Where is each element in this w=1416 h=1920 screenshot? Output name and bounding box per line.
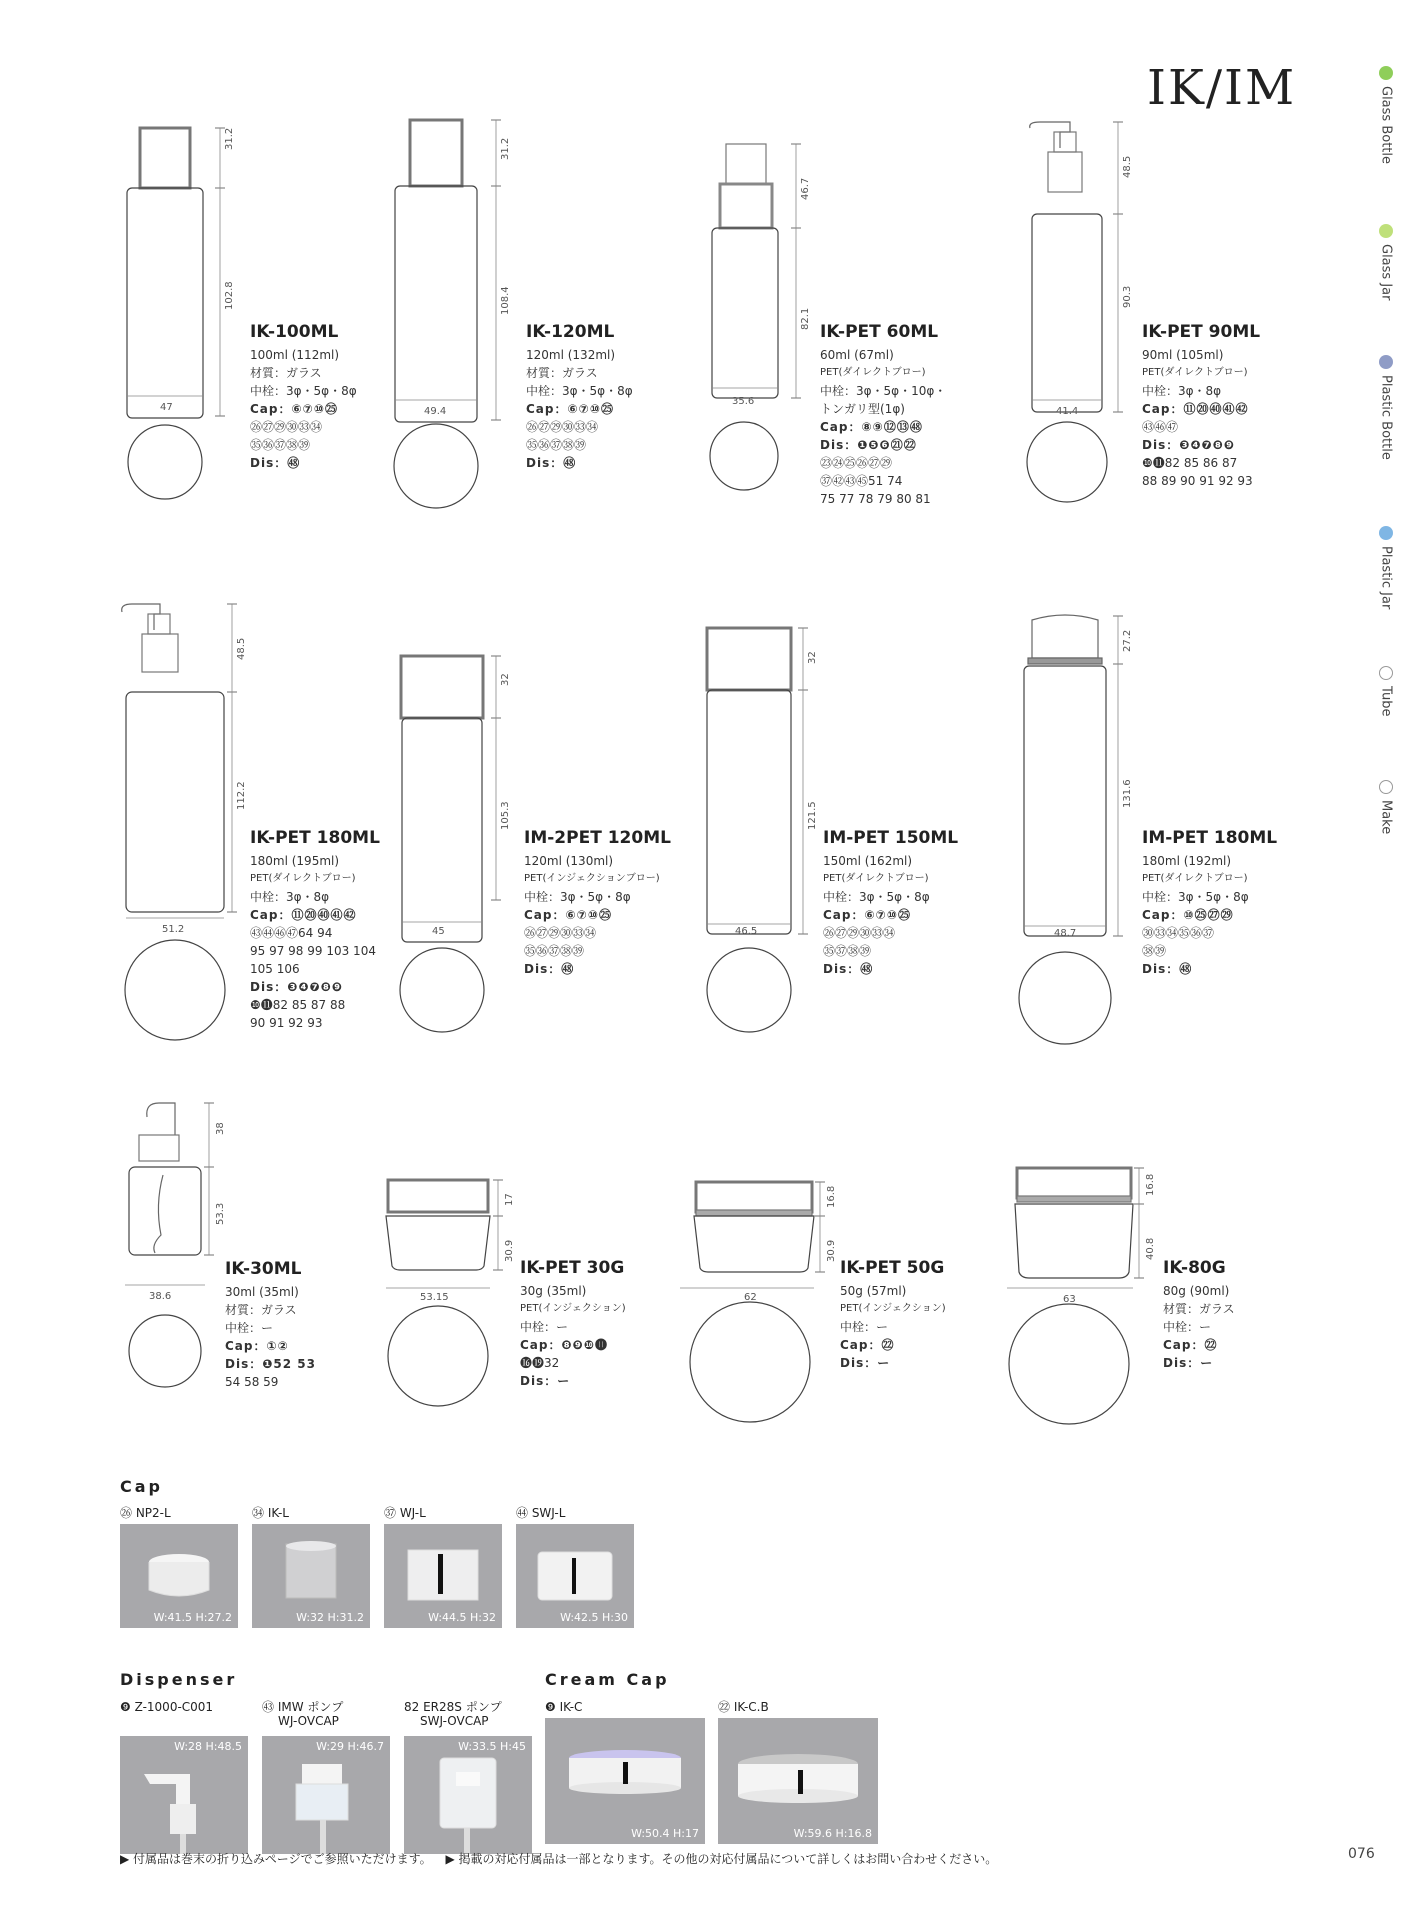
product-info (1163, 1256, 1235, 1372)
cap-list-more: ㊸㊻㊼ (1142, 420, 1179, 434)
cream-cap-photo-ik-cb (718, 1718, 878, 1844)
dim-top: 48.5 (236, 637, 247, 660)
series-title: IK/IM (1147, 60, 1297, 116)
product-name: IM-PET 150ML (823, 828, 959, 848)
spec-line: PET(インジェクションブロー) (524, 873, 660, 884)
spec-line: PET(ダイレクトブロー) (823, 873, 929, 884)
tab-tube[interactable] (1366, 666, 1406, 716)
product-name: IM-2PET 120ML (524, 828, 671, 848)
spec-line: 中栓：ー (1163, 1320, 1212, 1334)
spec-line: 中栓：3φ・5φ・8φ (524, 890, 631, 904)
footer-note-1: ▶ 付属品は巻末の折り込みページでご参照いただけます。 (120, 1852, 432, 1866)
product-name: IM-PET 180ML (1142, 828, 1278, 848)
dispenser-name-2: WJ-OVCAP (278, 1714, 339, 1728)
product-im-pet-150ml (695, 620, 995, 1050)
dim-width: 48.7 (1054, 928, 1077, 939)
spec-line: 中栓：3φ・5φ・8φ (823, 890, 930, 904)
cap-photo-ik-l (252, 1524, 370, 1628)
cap-list-more: ㊳㊴ (1142, 944, 1167, 958)
cap-list: Cap：⑩㉕㉗㉙ (1142, 908, 1234, 922)
glass-jar-dot-icon (1379, 224, 1393, 238)
dim-body: 121.5 (807, 801, 818, 830)
cap-list-more: ㉟㊱㊲㊳㊴ (250, 438, 311, 452)
dim-width: 53.15 (420, 1292, 449, 1303)
dispenser-item-label: ❾ Z-1000-C001 (120, 1700, 214, 1714)
cream-cap-photo-ik-c (545, 1718, 705, 1844)
dim-top: 31.2 (224, 127, 235, 150)
cap-list-more: ㉖㉗㉙㉚㉝㉞ (823, 926, 896, 940)
dis-list-more: ㊲㊷㊸㊺51 74 (820, 474, 903, 488)
cap-list-more: ㉖㉗㉙㉚㉝㉞ (524, 926, 597, 940)
spec-line: 30g (35ml) (520, 1284, 587, 1298)
spec-line: 材質：ガラス (526, 366, 598, 380)
dispenser-section-title: Dispenser (120, 1670, 238, 1689)
spec-line: 30ml (35ml) (225, 1285, 299, 1299)
spec-line: 150ml (162ml) (823, 854, 913, 868)
dis-list: Dis：❸❹❼❽❾ (1142, 438, 1236, 452)
plastic-bottle-dot-icon (1379, 355, 1393, 369)
product-info (524, 826, 671, 978)
product-ik-80g (1005, 1160, 1305, 1440)
product-info (820, 320, 946, 508)
cap-photo-swj-l (516, 1524, 634, 1628)
dim-body: 105.3 (500, 801, 511, 830)
spec-line: 50g (57ml) (840, 1284, 907, 1298)
dis-list: Dis：㊽ (1142, 962, 1193, 976)
dis-list: Dis：㊽ (526, 456, 577, 470)
cap-list: Cap：⑥⑦⑩㉕ (526, 402, 614, 416)
dim-width: 45 (432, 926, 445, 937)
tab-label: Plastic Jar (1378, 546, 1394, 610)
product-name: IK-100ML (250, 322, 339, 342)
pump-image (404, 1736, 532, 1854)
spec-line: 120ml (132ml) (526, 348, 616, 362)
dispenser-photo-er28s (404, 1736, 532, 1854)
tube-dot-icon (1379, 666, 1393, 680)
cap-item-label: ㊲ WJ-L (384, 1506, 426, 1520)
plastic-jar-dot-icon (1379, 526, 1393, 540)
spec-line: 中栓：ー (840, 1320, 889, 1334)
cap-list-more: ㉚㉝㉞㉟㊱㊲ (1142, 926, 1215, 940)
dim-width: 47 (160, 402, 173, 413)
dim-body: 53.3 (215, 1202, 226, 1225)
ik-pet-90ml-drawing (1010, 118, 1140, 538)
ik-pet-50g-drawing (686, 1170, 826, 1440)
dis-list-more: 90 91 92 93 (250, 1016, 323, 1030)
cap-list: Cap：㉒ (840, 1338, 895, 1352)
dim-top: 46.7 (800, 177, 811, 200)
product-info (250, 320, 357, 472)
cap-size: W:44.5 H:32 (428, 1611, 496, 1624)
page-number: 076 (1348, 1846, 1375, 1862)
cap-list-more: ⓰⓳32 (520, 1356, 560, 1370)
cap-list-more: 95 97 98 99 103 104 (250, 944, 376, 958)
dispenser-size: W:33.5 H:45 (458, 1740, 526, 1753)
spec-line: 材質：ガラス (1163, 1302, 1235, 1316)
spec-line: 60ml (67ml) (820, 348, 894, 362)
spec-line: PET(ダイレクトブロー) (1142, 873, 1248, 884)
dim-body: 30.9 (504, 1239, 515, 1262)
spec-line: 90ml (105ml) (1142, 348, 1224, 362)
product-info (1142, 826, 1277, 978)
cap-list: Cap：⑧⑨⑫⑬㊽ (820, 420, 923, 434)
spec-line: PET(ダイレクトブロー) (820, 367, 926, 378)
dim-body: 131.6 (1122, 779, 1133, 808)
im-pet-150ml-drawing (695, 620, 815, 1050)
dis-list: Dis：㊽ (823, 962, 874, 976)
ik-100ml-drawing (110, 110, 230, 530)
dispenser-name: ㊸ IMW ポンプ (262, 1700, 344, 1714)
product-ik-pet-30g (380, 1170, 640, 1430)
product-name: IK-120ML (526, 322, 615, 342)
pump-image (120, 1736, 248, 1854)
cap-list-more: ㉟㊱㊲㊳㊴ (526, 438, 587, 452)
dis-list-more: ❿⓫82 85 86 87 (1142, 456, 1238, 470)
dim-top: 16.8 (826, 1185, 837, 1208)
dim-width: 49.4 (424, 406, 447, 417)
product-ik-100ml (110, 110, 357, 530)
cap-photo-np2-l (120, 1524, 238, 1628)
product-ik-pet-180ml (110, 600, 390, 1050)
dis-list: Dis：㊽ (524, 962, 575, 976)
dim-body: 82.1 (800, 307, 811, 330)
cream-cap-size: W:50.4 H:17 (631, 1827, 699, 1840)
ik-pet-180ml-drawing (110, 600, 250, 1050)
cap-list: Cap：⑥⑦⑩㉕ (823, 908, 911, 922)
cap-item-label: ㉞ IK-L (252, 1506, 289, 1520)
spec-line: トンガリ型(1φ) (820, 402, 905, 416)
dim-body: 30.9 (826, 1239, 837, 1262)
cap-list: Cap：㉒ (1163, 1338, 1218, 1352)
tab-label: Tube (1378, 686, 1394, 717)
spec-line: 120ml (130ml) (524, 854, 614, 868)
spec-line: 80g (90ml) (1163, 1284, 1230, 1298)
dis-list: Dis：ー (1163, 1356, 1214, 1370)
im-2pet-120ml-drawing (390, 640, 510, 1060)
cap-list: Cap：⑥⑦⑩㉕ (250, 402, 338, 416)
pump-image (262, 1736, 390, 1854)
dis-list: Dis：❸❹❼❽❾ (250, 980, 344, 994)
product-ik-pet-60ml (700, 130, 980, 530)
product-im-pet-180ml (1010, 608, 1310, 1058)
make-dot-icon (1379, 780, 1393, 794)
dis-list: Dis：㊽ (250, 456, 301, 470)
product-name: IK-PET 30G (520, 1258, 625, 1278)
cream-cap-image (545, 1718, 705, 1844)
dim-top: 31.2 (500, 137, 511, 160)
spec-line: 180ml (192ml) (1142, 854, 1232, 868)
spec-line: 材質：ガラス (250, 366, 322, 380)
dim-body: 90.3 (1122, 285, 1133, 308)
spec-line: 中栓：3φ・5φ・10φ・ (820, 384, 947, 398)
product-info (225, 1257, 316, 1391)
product-info (526, 320, 633, 472)
cap-list: Cap：①② (225, 1339, 289, 1353)
product-info (840, 1256, 946, 1372)
spec-line: 中栓：3φ・5φ・8φ (526, 384, 633, 398)
product-name: IK-PET 90ML (1142, 322, 1261, 342)
spec-line: PET(ダイレクトブロー) (250, 873, 356, 884)
tab-glass-bottle[interactable] (1366, 66, 1406, 164)
dispenser-name-2: SWJ-OVCAP (420, 1714, 489, 1728)
cap-size: W:41.5 H:27.2 (153, 1611, 232, 1624)
dis-list-more: ㉓㉔㉕㉖㉗㉙ (820, 456, 893, 470)
cream-cap-image (718, 1718, 878, 1844)
glass-bottle-dot-icon (1379, 66, 1393, 80)
cap-list-more: ㊸㊹㊻㊼64 94 (250, 926, 333, 940)
tab-label: Plastic Bottle (1378, 375, 1394, 460)
dispenser-item-label (404, 1700, 502, 1728)
tab-label: Glass Bottle (1378, 86, 1394, 165)
cap-item-label: ㉖ NP2-L (120, 1506, 171, 1520)
cream-cap-item-label: ❾ IK-C (545, 1700, 583, 1714)
spec-line: 中栓：ー (520, 1320, 569, 1334)
product-info (250, 826, 380, 1032)
dim-width: 46.5 (735, 926, 758, 937)
dim-top: 17 (504, 1193, 515, 1206)
tab-label: Make (1378, 800, 1394, 835)
dim-body: 108.4 (500, 286, 511, 315)
product-ik-pet-90ml (1010, 118, 1270, 538)
dim-body: 112.2 (236, 781, 247, 810)
spec-line: 中栓：3φ・8φ (250, 890, 330, 904)
spec-line: PET(ダイレクトブロー) (1142, 367, 1248, 378)
product-name: IK-PET 50G (840, 1258, 945, 1278)
cream-cap-size: W:59.6 H:16.8 (793, 1827, 872, 1840)
cap-list-more: ㉟㊱㊲㊳㊴ (524, 944, 585, 958)
dim-top: 27.2 (1122, 629, 1133, 652)
dim-top: 16.8 (1145, 1173, 1156, 1196)
cap-list-more: ㉖㉗㉙㉚㉝㉞ (250, 420, 323, 434)
tab-glass-jar[interactable] (1366, 224, 1406, 300)
dis-list: Dis：ー (840, 1356, 891, 1370)
dim-width: 51.2 (162, 924, 185, 935)
spec-line: 中栓：3φ・5φ・8φ (250, 384, 357, 398)
dispenser-name: 82 ER28S ポンプ (404, 1700, 502, 1714)
dim-width: 62 (744, 1292, 757, 1303)
tab-label: Glass Jar (1378, 244, 1394, 301)
cap-list-more: ㉖㉗㉙㉚㉝㉞ (526, 420, 599, 434)
cap-item-label: ㊹ SWJ-L (516, 1506, 566, 1520)
product-info (823, 826, 958, 978)
dim-width: 35.6 (732, 396, 755, 407)
dim-top: 32 (500, 673, 511, 686)
footer-notes (120, 1850, 997, 1867)
spec-line: 中栓：ー (225, 1321, 274, 1335)
product-info (520, 1256, 626, 1390)
dim-width: 41.4 (1056, 406, 1079, 417)
dim-width: 38.6 (149, 1291, 172, 1302)
spec-line: 中栓：3φ・8φ (1142, 384, 1222, 398)
cap-list: Cap：⑪⑳㊵㊶㊷ (250, 908, 357, 922)
cap-list: Cap：⑪⑳㊵㊶㊷ (1142, 402, 1249, 416)
tab-make[interactable] (1366, 780, 1406, 834)
product-ik-120ml (380, 110, 633, 530)
spec-line: 100ml (112ml) (250, 348, 340, 362)
dis-list-more: ❿⓫82 85 87 88 (250, 998, 346, 1012)
tab-plastic-jar[interactable] (1366, 526, 1406, 609)
dim-top: 38 (215, 1122, 226, 1135)
dis-list-more: 88 89 90 91 92 93 (1142, 474, 1253, 488)
cap-list: Cap：❽❾❿⓫ (520, 1338, 608, 1352)
dim-body: 40.8 (1145, 1237, 1156, 1260)
spec-line: 材質：ガラス (225, 1303, 297, 1317)
dispenser-size: W:28 H:48.5 (174, 1740, 242, 1753)
dis-list-more: 54 58 59 (225, 1375, 279, 1389)
cap-list-more: 105 106 (250, 962, 300, 976)
spec-line: PET(インジェクション) (520, 1303, 626, 1314)
dim-body: 102.8 (224, 281, 235, 310)
cream-cap-section-title: Cream Cap (545, 1670, 670, 1689)
dispenser-photo-z-1000 (120, 1736, 248, 1854)
im-pet-180ml-drawing (1010, 608, 1140, 1058)
spec-line: 中栓：3φ・5φ・8φ (1142, 890, 1249, 904)
dispenser-size: W:29 H:46.7 (316, 1740, 384, 1753)
tab-plastic-bottle[interactable] (1366, 355, 1406, 460)
dis-list: Dis：❶❺❻㉑㉒ (820, 438, 917, 452)
cap-list: Cap：⑥⑦⑩㉕ (524, 908, 612, 922)
dis-list-more: 75 77 78 79 80 81 (820, 492, 931, 506)
ik-120ml-drawing (380, 110, 500, 530)
spec-line: PET(インジェクション) (840, 1303, 946, 1314)
cap-list-more: ㉟㊲㊳㊴ (823, 944, 872, 958)
dis-list: Dis：ー (520, 1374, 571, 1388)
cap-size: W:32 H:31.2 (296, 1611, 364, 1624)
spec-line: 180ml (195ml) (250, 854, 340, 868)
cap-section-title: Cap (120, 1477, 163, 1496)
cream-cap-item-label: ㉒ IK-C.B (718, 1700, 769, 1714)
product-im-2pet-120ml (390, 640, 670, 1060)
product-info (1142, 320, 1260, 490)
dispenser-photo-imw (262, 1736, 390, 1854)
product-ik-pet-50g (686, 1170, 966, 1440)
cap-photo-wj-l (384, 1524, 502, 1628)
dim-width: 63 (1063, 1294, 1076, 1305)
product-name: IK-30ML (225, 1259, 302, 1279)
dim-top: 48.5 (1122, 155, 1133, 178)
product-ik-30ml (115, 1095, 335, 1425)
cap-size: W:42.5 H:30 (560, 1611, 628, 1624)
dispenser-item-label (262, 1700, 343, 1728)
footer-note-2: ▶ 掲載の対応付属品は一部となります。その他の対応付属品について詳しくはお問い合わせください。 (445, 1852, 998, 1866)
dis-list: Dis：❶52 53 (225, 1357, 316, 1371)
ik-30ml-drawing (115, 1095, 235, 1425)
dim-top: 32 (807, 651, 818, 664)
product-name: IK-PET 180ML (250, 828, 380, 848)
product-name: IK-PET 60ML (820, 322, 939, 342)
product-name: IK-80G (1163, 1258, 1226, 1278)
